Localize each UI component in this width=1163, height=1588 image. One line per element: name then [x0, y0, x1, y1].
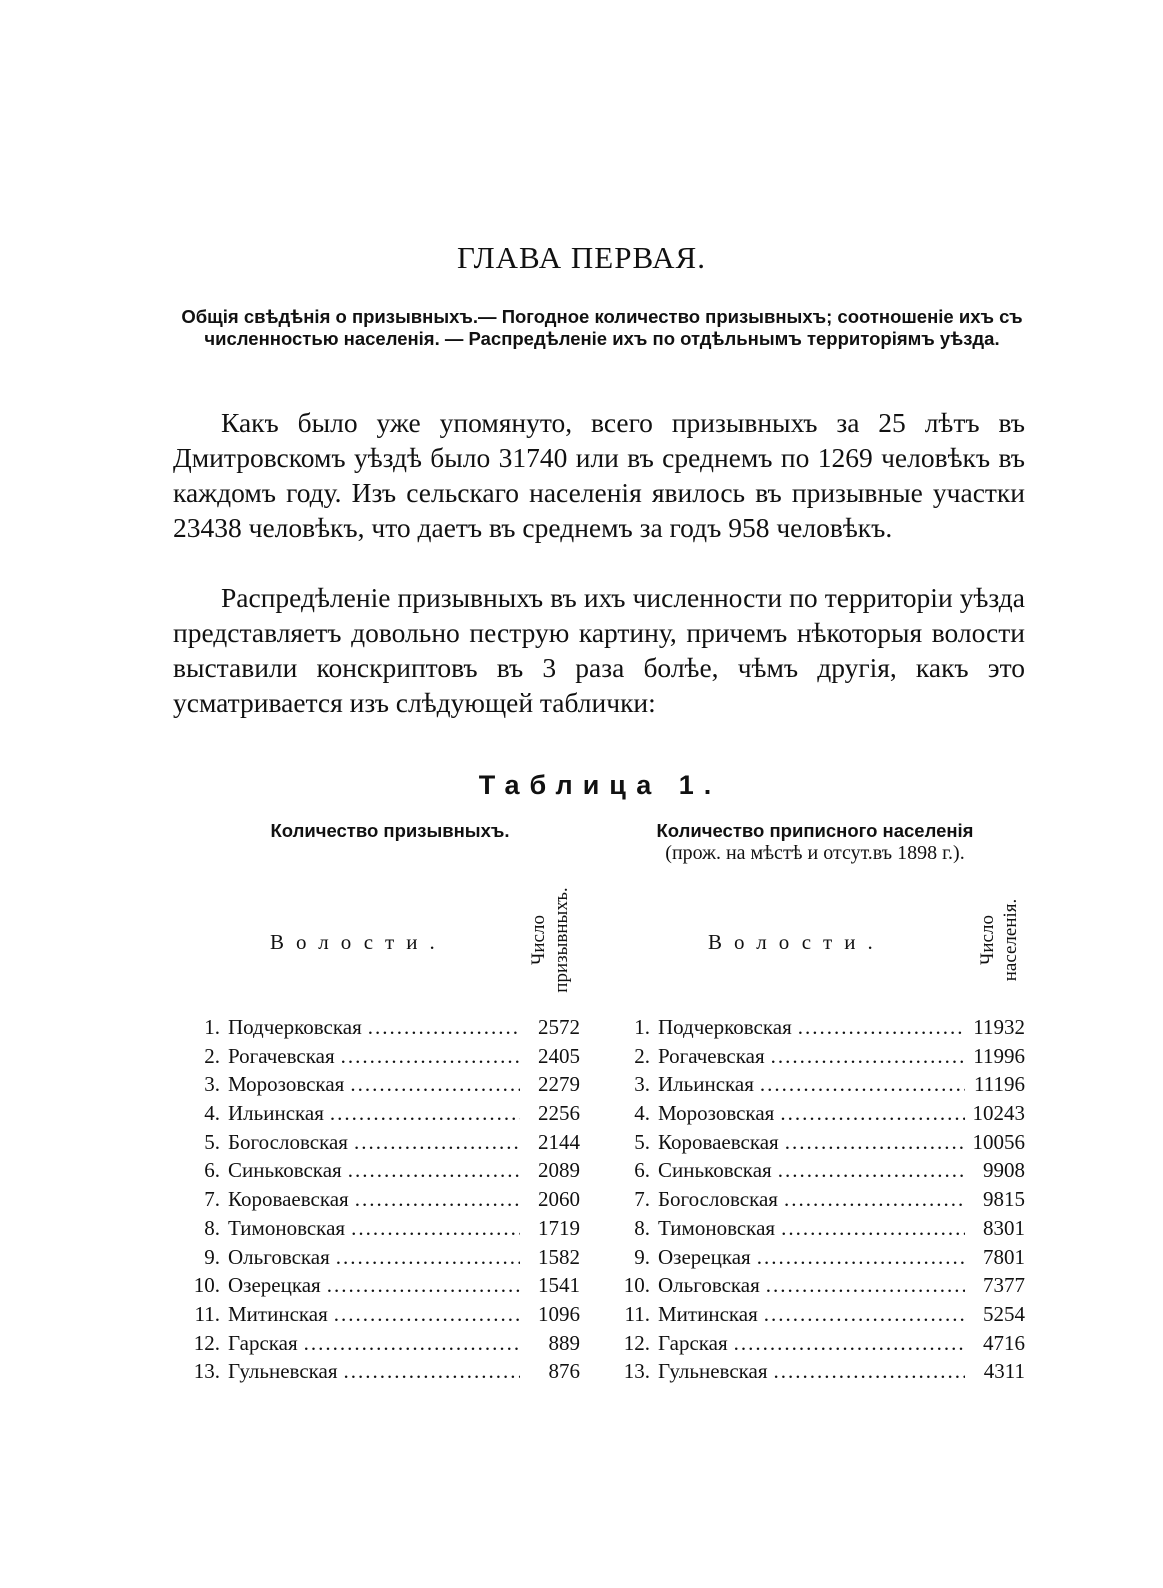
table-title: Таблица 1.: [478, 770, 722, 800]
row-number: 7.: [204, 1187, 220, 1212]
table-row: [180, 1216, 580, 1245]
row-number: 4.: [634, 1101, 650, 1126]
left-table-heading: Количество призывныхъ.: [270, 820, 510, 841]
table-row: [610, 1015, 1025, 1044]
leader-dots: [330, 1101, 520, 1126]
leader-dots: [784, 1187, 965, 1212]
row-number: 11.: [194, 1301, 220, 1326]
table-row: [180, 1044, 580, 1073]
row-value: 1541: [538, 1273, 580, 1298]
volost-name: Тимоновская: [228, 1215, 346, 1240]
table-row: [610, 1101, 1025, 1130]
volost-name: Короваевская: [228, 1187, 349, 1212]
volost-name: Ольговская: [228, 1244, 330, 1269]
table-row: [610, 1302, 1025, 1331]
volost-name: Рогачевская: [228, 1043, 335, 1068]
row-number: 8.: [634, 1215, 650, 1240]
leader-dots: [348, 1158, 520, 1183]
left-table-body: [180, 1015, 580, 1388]
table-row: [180, 1245, 580, 1274]
table-row: [180, 1302, 580, 1331]
table-row: [180, 1072, 580, 1101]
row-number: 4.: [204, 1101, 220, 1126]
row-number: 9.: [204, 1244, 220, 1269]
table-row: [610, 1130, 1025, 1159]
row-value: 2060: [538, 1187, 580, 1212]
table-row: [610, 1273, 1025, 1302]
volost-name: Подчерковская: [228, 1015, 362, 1039]
left-value-column-label: Число призывныхъ.: [528, 887, 572, 993]
row-value: 11932: [973, 1015, 1025, 1039]
chapter-summary: Общія свѣдѣнія о призывныхъ.— Погодное количество призывныхъ; соотношеніе ихъ съ численностью населенія. — Распредѣленіе ихъ по отдѣльнымъ территоріямъ уѣзда.: [181, 306, 1023, 349]
row-value: 2256: [538, 1101, 580, 1126]
left-volost-column-label: Волости.: [270, 930, 447, 954]
volost-name: Митинская: [658, 1301, 758, 1326]
row-number: 13.: [193, 1359, 220, 1384]
volost-name: Озерецкая: [658, 1244, 751, 1269]
row-value: 2572: [538, 1015, 580, 1039]
leader-dots: [734, 1331, 965, 1356]
row-value: 1719: [538, 1215, 580, 1240]
table-row: [180, 1331, 580, 1360]
volost-name: Морозовская: [658, 1101, 775, 1126]
row-value: 4716: [983, 1330, 1025, 1355]
volost-name: Синьковская: [658, 1158, 772, 1183]
table-row: [180, 1187, 580, 1216]
row-value: 2144: [538, 1129, 580, 1154]
leader-dots: [798, 1015, 965, 1040]
row-number: 5.: [634, 1129, 650, 1154]
row-number: 10.: [623, 1273, 650, 1298]
row-value: 11196: [974, 1072, 1025, 1097]
leader-dots: [341, 1044, 520, 1069]
volost-name: Гульневская: [228, 1359, 338, 1384]
row-number: 5.: [204, 1129, 220, 1154]
table-row: [610, 1044, 1025, 1073]
leader-dots: [778, 1158, 965, 1183]
volost-name: Короваевская: [658, 1129, 779, 1154]
leader-dots: [774, 1359, 965, 1384]
right-value-column-label: Число населенія.: [977, 898, 1021, 982]
chapter-title: ГЛАВА ПЕРВАЯ.: [457, 240, 706, 275]
right-table-body: [610, 1015, 1025, 1388]
volost-name: Тимоновская: [658, 1215, 776, 1240]
table-row: [180, 1158, 580, 1187]
volost-name: Ольговская: [658, 1273, 760, 1298]
row-number: 9.: [634, 1244, 650, 1269]
table-row: [610, 1158, 1025, 1187]
row-value: 1582: [538, 1244, 580, 1269]
row-value: 9908: [983, 1158, 1025, 1183]
paragraph-2: Распредѣленіе призывныхъ въ ихъ численности по территоріи уѣзда представляетъ довольно пеструю картину, причемъ нѣкоторыя волости выставили конскриптовъ въ 3 раза болѣе, чѣмъ другія, какъ это усматривается изъ слѣдующей таблички:: [173, 582, 1025, 718]
volost-name: Морозовская: [228, 1072, 345, 1097]
row-number: 13.: [623, 1359, 650, 1384]
leader-dots: [780, 1101, 965, 1126]
row-number: 2.: [634, 1043, 650, 1068]
table-row: [610, 1187, 1025, 1216]
volost-name: Гарская: [658, 1330, 728, 1355]
leader-dots: [760, 1072, 965, 1097]
right-table-subheading: (прож. на мѣстѣ и отсут.въ 1898 г.).: [665, 842, 965, 864]
leader-dots: [351, 1216, 520, 1241]
volost-name: Гульневская: [658, 1359, 768, 1384]
leader-dots: [781, 1216, 965, 1241]
row-value: 2405: [538, 1043, 580, 1068]
row-value: 11996: [973, 1043, 1025, 1068]
right-volost-column-label: Волости.: [708, 930, 885, 954]
volost-name: Богословская: [228, 1129, 348, 1154]
right-table-heading-block: [600, 820, 1030, 864]
right-table-heading: Количество приписного населенія: [656, 820, 974, 841]
leader-dots: [757, 1245, 965, 1270]
row-number: 3.: [634, 1072, 650, 1097]
table-row: [610, 1216, 1025, 1245]
row-number: 12.: [193, 1330, 220, 1355]
leader-dots: [771, 1044, 965, 1069]
leader-dots: [764, 1302, 965, 1327]
row-value: 10243: [972, 1101, 1025, 1126]
row-value: 8301: [983, 1215, 1025, 1240]
row-number: 8.: [204, 1215, 220, 1240]
leader-dots: [344, 1359, 520, 1384]
table-row: [610, 1072, 1025, 1101]
volost-name: Ильинская: [228, 1101, 324, 1126]
table-row: [180, 1359, 580, 1388]
volost-name: Озерецкая: [228, 1273, 321, 1298]
volost-name: Синьковская: [228, 1158, 342, 1183]
leader-dots: [336, 1245, 520, 1270]
volost-name: Рогачевская: [658, 1043, 765, 1068]
table-row: [180, 1130, 580, 1159]
table-row: [610, 1245, 1025, 1274]
leader-dots: [785, 1130, 965, 1155]
row-value: 889: [548, 1330, 580, 1355]
row-number: 2.: [204, 1043, 220, 1068]
leader-dots: [354, 1130, 520, 1155]
volost-name: Подчерковская: [658, 1015, 792, 1039]
row-value: 7377: [983, 1273, 1025, 1298]
row-number: 6.: [204, 1158, 220, 1183]
volost-name: Митинская: [228, 1301, 328, 1326]
row-number: 7.: [634, 1187, 650, 1212]
row-value: 9815: [983, 1187, 1025, 1212]
row-number: 12.: [623, 1330, 650, 1355]
leader-dots: [355, 1187, 520, 1212]
leader-dots: [766, 1273, 965, 1298]
row-number: 3.: [204, 1072, 220, 1097]
row-number: 1.: [634, 1015, 650, 1039]
row-number: 6.: [634, 1158, 650, 1183]
row-number: 11.: [624, 1301, 650, 1326]
volost-name: Ильинская: [658, 1072, 754, 1097]
row-value: 5254: [983, 1301, 1025, 1326]
row-value: 2279: [538, 1072, 580, 1097]
row-value: 4311: [983, 1359, 1025, 1384]
paragraph-1: Какъ было уже упомянуто, всего призывныхъ за 25 лѣтъ въ Дмитровскомъ уѣздѣ было 31740 или въ среднемъ по 1269 человѣкъ въ каждомъ году. Изъ сельскаго населенія явилось въ призывные участки 23438 человѣкъ, что даетъ въ среднемъ за годъ 958 человѣкъ.: [173, 407, 1025, 543]
row-value: 876: [548, 1359, 580, 1384]
leader-dots: [334, 1302, 520, 1327]
row-value: 7801: [983, 1244, 1025, 1269]
table-row: [610, 1359, 1025, 1388]
table-row: [180, 1273, 580, 1302]
table-row: [610, 1331, 1025, 1360]
leader-dots: [304, 1331, 520, 1356]
row-value: 1096: [538, 1301, 580, 1326]
row-number: 10.: [193, 1273, 220, 1298]
row-value: 2089: [538, 1158, 580, 1183]
leader-dots: [327, 1273, 520, 1298]
table-row: [180, 1015, 580, 1044]
leader-dots: [368, 1015, 520, 1040]
volost-name: Гарская: [228, 1330, 298, 1355]
row-number: 1.: [204, 1015, 220, 1039]
table-row: [180, 1101, 580, 1130]
volost-name: Богословская: [658, 1187, 778, 1212]
leader-dots: [350, 1072, 520, 1097]
row-value: 10056: [972, 1129, 1025, 1154]
